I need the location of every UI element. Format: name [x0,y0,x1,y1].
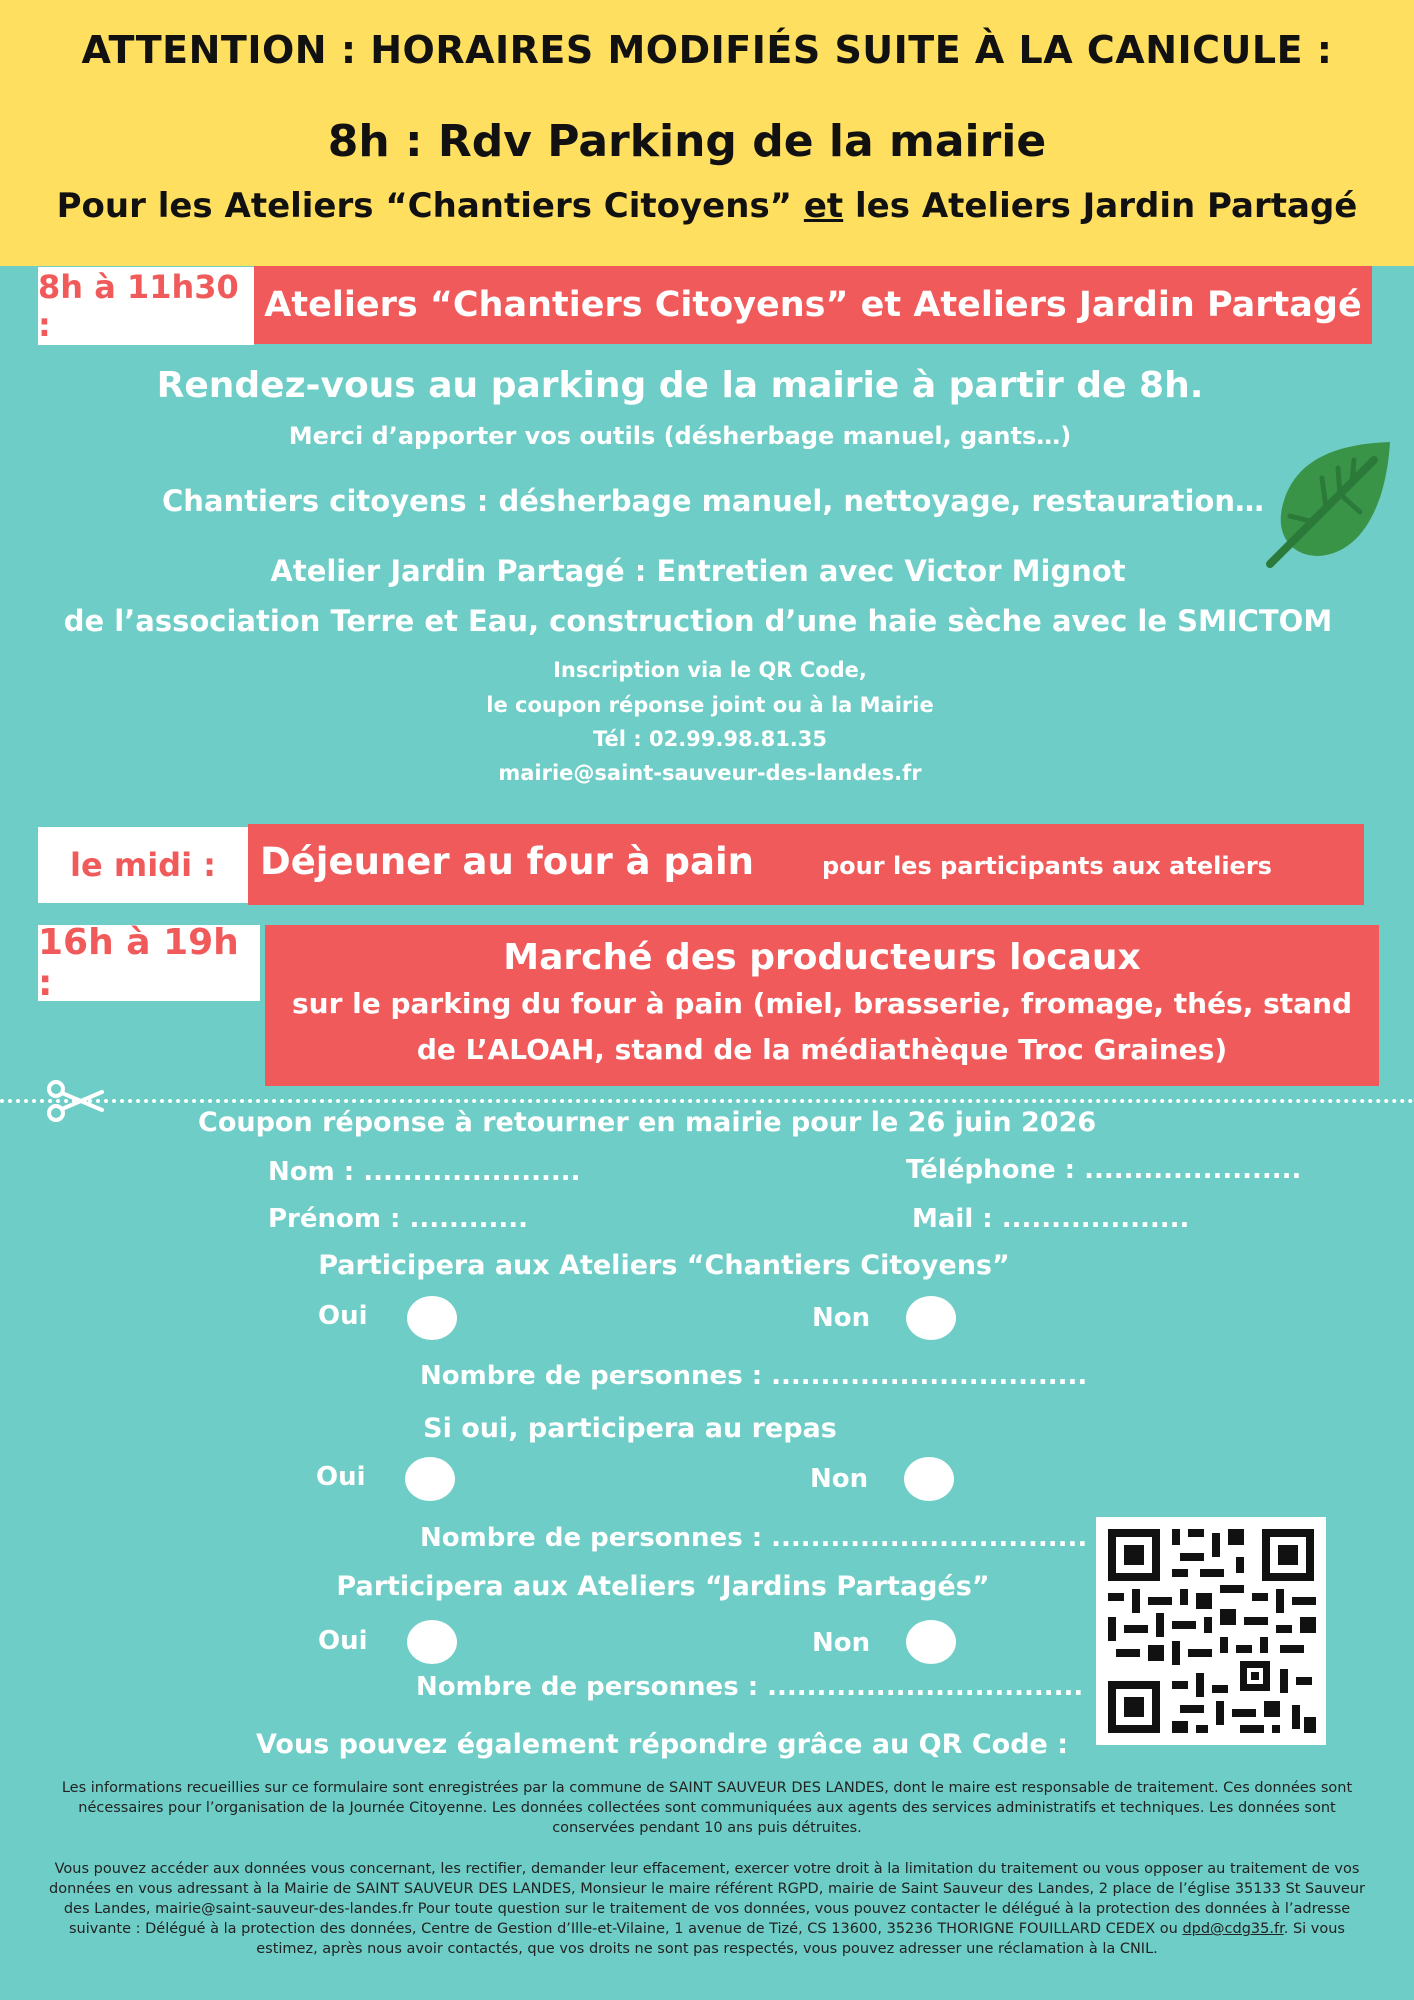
nombre-field-1[interactable]: Nombre de personnes : ................................ [420,1361,1088,1391]
non-label-3: Non [812,1628,871,1658]
rdv-text: Rendez-vous au parking de la mairie à partir de 8h. [156,365,1204,406]
non-label-1: Non [812,1303,871,1333]
afternoon-detail-1: sur le parking du four à pain (miel, brasserie, fromage, thés, stand [291,987,1353,1020]
morning-title: Ateliers “Chantiers Citoyens” et Ateliers Jardin Partagé [264,285,1362,325]
oui-label-1: Oui [318,1301,368,1331]
qr-code[interactable] [1096,1517,1326,1745]
non-checkbox-1[interactable] [906,1296,956,1340]
morning-title-box [254,266,1372,344]
prenom-field[interactable]: Prénom : ............ [268,1204,528,1234]
telephone-field[interactable]: Téléphone : ...................... [906,1155,1302,1185]
heatwave-banner [0,0,1414,266]
oui-label-3: Oui [318,1626,368,1656]
banner-meeting-point: 8h : Rdv Parking de la mairie [327,116,1047,167]
oui-label-2: Oui [316,1462,366,1492]
qr-code-pattern [1096,1517,1326,1745]
oui-checkbox-1[interactable] [407,1296,457,1340]
noon-box [248,824,1364,905]
jardin-line-1: Atelier Jardin Partagé : Entretien avec Victor Mignot [270,554,1126,588]
afternoon-box [265,925,1379,1086]
cut-line [0,1099,1414,1103]
dpd-email-link[interactable]: dpd@cdg35.fr [1182,1921,1284,1937]
contact-phone: Tél : 02.99.98.81.35 [592,727,828,751]
contact-email[interactable]: mairie@saint-sauveur-des-landes.fr [498,761,922,785]
qr-instruction: Vous pouvez également répondre grâce au QR Code : [256,1729,1069,1760]
legal-paragraph-1: Les informations recueillies sur ce formulaire sont enregistrées par la commune de SAINT SAUVEUR DES LANDES, dont le maire est responsable de traitement. Ces données sont nécessaires pour l’organisation de la Journée Citoyenne. Les données collectées sont communiquées aux agents des services administratifs et techniques. Les données sont conservées pendant 10 ans puis détruites. [61,1780,1353,1836]
inscription-line-2: le coupon réponse joint ou à la Mairie [486,693,934,717]
oui-checkbox-3[interactable] [407,1620,457,1664]
nom-field[interactable]: Nom : ...................... [268,1157,581,1187]
noon-time-label: le midi : [38,827,248,903]
afternoon-detail-2: de L’ALOAH, stand de la médiathèque Troc Graines) [416,1033,1228,1066]
banner-workshops: Pour les Ateliers “Chantiers Citoyens” et les Ateliers Jardin Partagé [56,186,1358,226]
noon-title: Déjeuner au four à pain [260,840,754,883]
question-jardins: Participera aux Ateliers “Jardins Partagés” [336,1571,990,1602]
non-checkbox-3[interactable] [906,1620,956,1664]
tools-text: Merci d’apporter vos outils (désherbage manuel, gants…) [288,422,1072,450]
oui-checkbox-2[interactable] [405,1457,455,1501]
morning-time-label: 8h à 11h30 : [38,267,254,345]
afternoon-time-label: 16h à 19h : [38,925,260,1001]
question-chantiers: Participera aux Ateliers “Chantiers Citoyens” [318,1250,1010,1281]
non-checkbox-2[interactable] [904,1457,954,1501]
non-label-2: Non [810,1464,869,1494]
legal-paragraph-2: Vous pouvez accéder aux données vous concernant, les rectifier, demander leur effacement, exercer votre droit à la limitation du traitement ou vous opposer au traitement de vos données en vous adressant à la Mairie de SAINT SAUVEUR DES LANDES, Monsieur le maire référent RGPD, mairie de Saint Sauveur des Landes, 2 place de l’église 35133 St Sauveur des Landes, mairie@saint-sauveur-des-landes.fr Pour toute question sur le traitement de vos données, vous pouvez contacter le délégué à la protection des données à l’adresse suivante : Délégué à la protection des données, Centre de Gestion d’Ille-et-Vilaine, 1 avenue de Tizé, CS 13600, 35236 THORIGNE FOUILLARD CEDEX ou dpd@cdg35.fr. Si vous estimez, après nous avoir contactés, que vos droits ne sont pas respectés, vous pouvez adresser une réclamation à la CNIL. [49,1861,1365,1957]
inscription-line-1: Inscription via le QR Code, [553,658,867,682]
noon-subtitle: pour les participants aux ateliers [822,852,1272,880]
jardin-line-2: de l’association Terre et Eau, construction d’une haie sèche avec le SMICTOM [63,604,1333,638]
coupon-title: Coupon réponse à retourner en mairie pour le 26 juin 2026 [198,1107,1097,1138]
mail-field[interactable]: Mail : ................... [912,1204,1190,1234]
leaf-icon [1262,438,1394,570]
question-repas: Si oui, participera au repas [423,1413,837,1444]
scissors-icon [46,1080,104,1122]
nombre-field-2[interactable]: Nombre de personnes : ................................ [420,1523,1088,1553]
banner-warning: ATTENTION : HORAIRES MODIFIÉS SUITE À LA CANICULE : [81,28,1333,72]
nombre-field-3[interactable]: Nombre de personnes : ................................ [416,1672,1084,1702]
afternoon-title: Marché des producteurs locaux [503,937,1141,978]
chantiers-text: Chantiers citoyens : désherbage manuel, nettoyage, restauration… [162,484,1264,518]
